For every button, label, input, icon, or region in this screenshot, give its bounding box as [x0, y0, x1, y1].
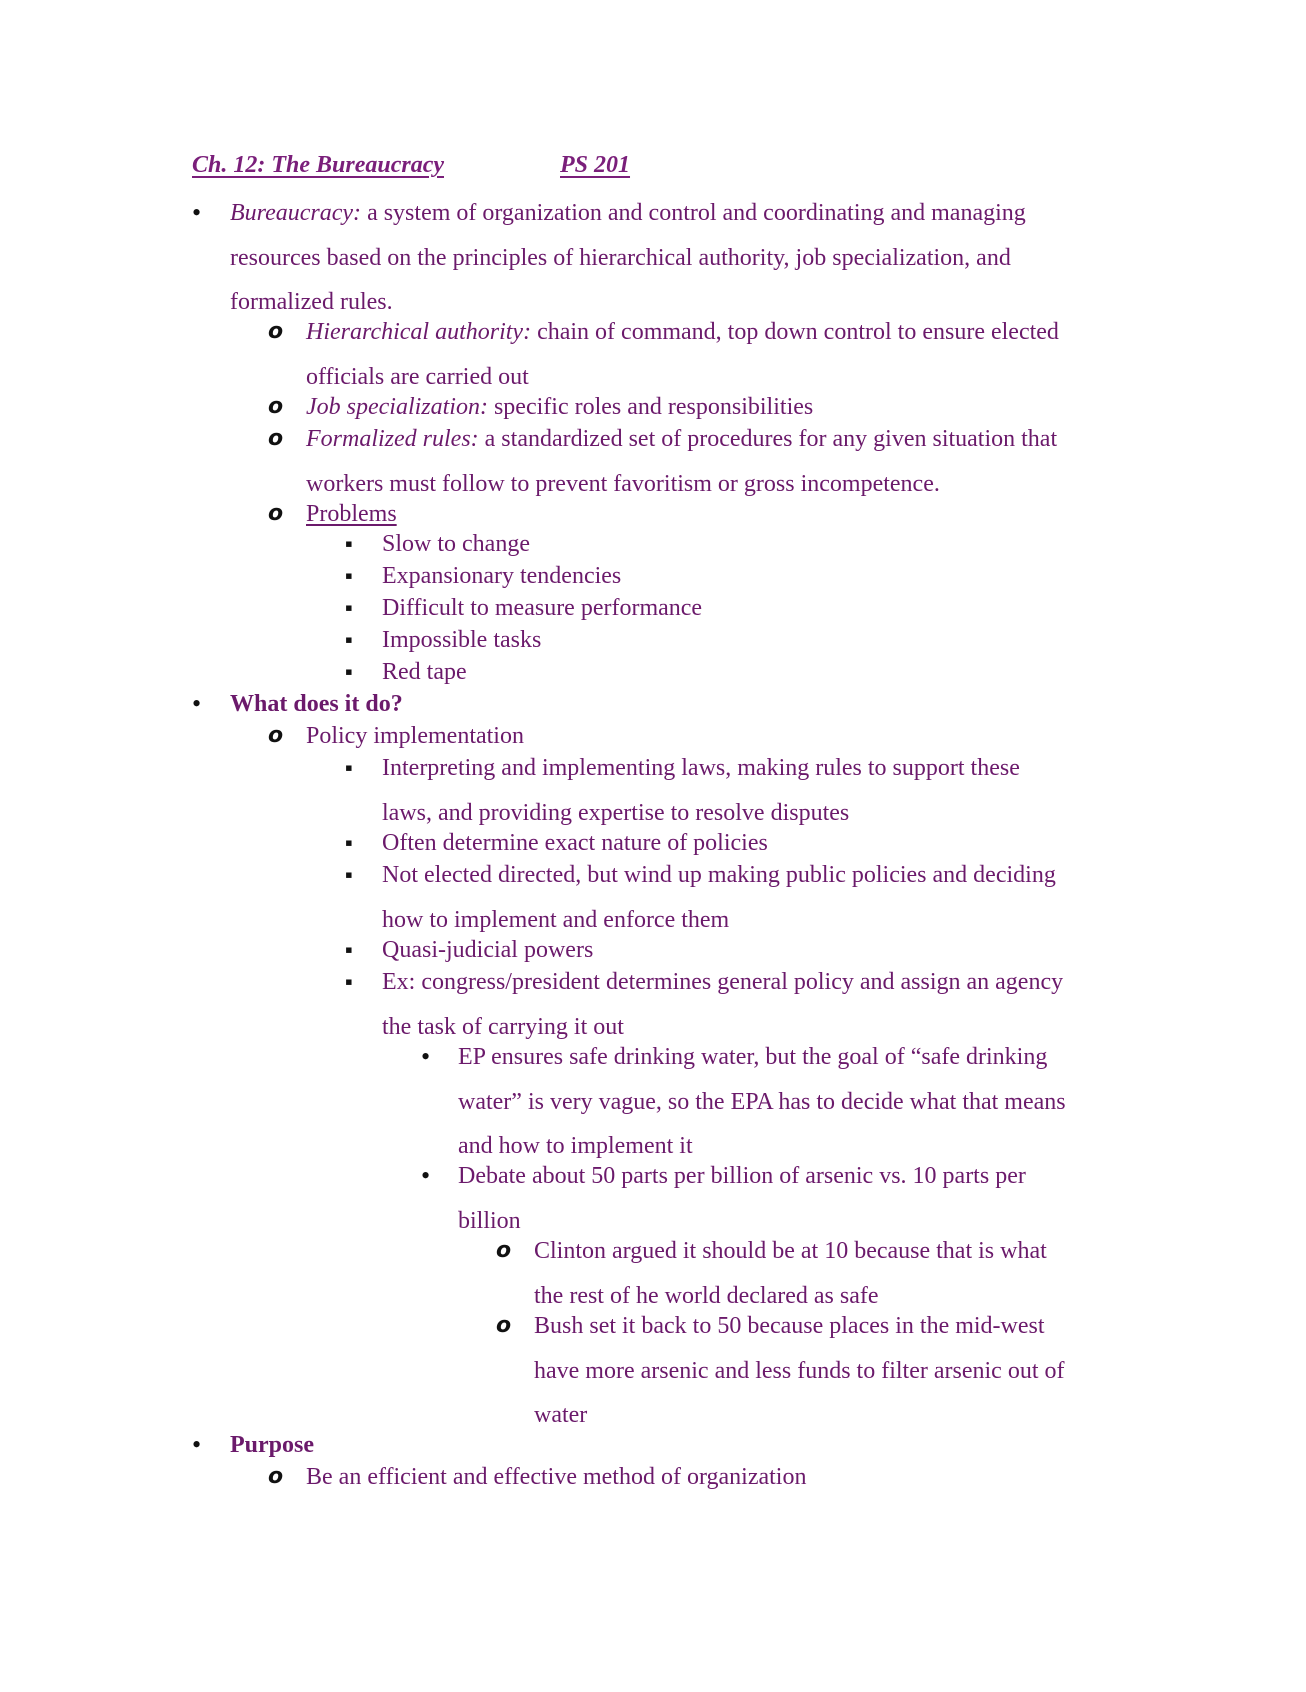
policy-item-line: laws, and providing expertise to resolve disputes [382, 800, 850, 826]
bureaucracy-definition-line-1 [230, 198, 1026, 228]
square-bullet-icon [345, 593, 353, 623]
term: Formalized rules: [306, 426, 479, 452]
policy-implementation-heading: Policy implementation [306, 723, 524, 749]
term: Hierarchical authority: [306, 319, 532, 345]
bullet-icon [421, 1161, 430, 1192]
definition: a system of organization and control and coordinating and managing [361, 200, 1026, 226]
circle-bullet-icon: o [268, 319, 284, 344]
bush-line: have more arsenic and less funds to filter arsenic out of [534, 1358, 1065, 1384]
example-line: EP ensures safe drinking water, but the goal of “safe drinking [458, 1044, 1048, 1070]
square-bullet-icon [345, 561, 353, 591]
hierarchical-authority-line-1 [306, 317, 1059, 347]
example-line: Debate about 50 parts per billion of arsenic vs. 10 parts per [458, 1163, 1026, 1189]
policy-item-line: how to implement and enforce them [382, 907, 730, 933]
example-line: water” is very vague, so the EPA has to decide what that means [458, 1089, 1066, 1115]
policy-item-line: Not elected directed, but wind up making public policies and deciding [382, 862, 1056, 888]
clinton-line: the rest of he world declared as safe [534, 1283, 879, 1309]
bureaucracy-definition-line-2: resources based on the principles of hierarchical authority, job specialization, and [230, 245, 1011, 271]
circle-bullet-icon: o [268, 394, 284, 419]
square-bullet-icon [345, 967, 353, 997]
policy-item-line: Ex: congress/president determines general policy and assign an agency [382, 969, 1064, 995]
job-specialization-line [306, 392, 813, 422]
definition: chain of command, top down control to ensure elected [531, 319, 1059, 345]
circle-bullet-icon: o [268, 426, 284, 451]
square-bullet-icon [345, 753, 353, 783]
policy-item-line: Often determine exact nature of policies [382, 830, 768, 856]
bureaucracy-definition-line-3: formalized rules. [230, 289, 393, 315]
square-bullet-icon [345, 657, 353, 687]
policy-item-line: Interpreting and implementing laws, making rules to support these [382, 755, 1020, 781]
square-bullet-icon [345, 828, 353, 858]
circle-bullet-icon: o [268, 1464, 284, 1489]
circle-bullet-icon: o [496, 1238, 512, 1263]
problem-item: Red tape [382, 659, 467, 685]
formalized-rules-line-1 [306, 424, 1057, 454]
problems-heading: Problems [306, 501, 397, 527]
bush-line: water [534, 1402, 588, 1428]
circle-bullet-icon: o [268, 723, 284, 748]
bullet-icon [192, 689, 201, 720]
example-line: billion [458, 1208, 521, 1234]
example-line: and how to implement it [458, 1133, 693, 1159]
hierarchical-authority-line-2: officials are carried out [306, 364, 529, 390]
term: Job specialization: [306, 394, 488, 420]
bush-line: Bush set it back to 50 because places in the mid-west [534, 1313, 1045, 1339]
problem-item: Expansionary tendencies [382, 563, 622, 589]
title-course: PS 201 [560, 152, 631, 178]
bullet-icon [192, 1430, 201, 1461]
problem-item: Impossible tasks [382, 627, 542, 653]
page-title [192, 152, 630, 179]
title-chapter: Ch. 12: The Bureaucracy [192, 152, 444, 178]
section-heading-purpose: Purpose [230, 1432, 314, 1458]
square-bullet-icon [345, 860, 353, 890]
problem-item: Slow to change [382, 531, 530, 557]
policy-item-line: the task of carrying it out [382, 1014, 624, 1040]
bullet-icon [421, 1042, 430, 1073]
circle-bullet-icon: o [496, 1313, 512, 1338]
definition: a standardized set of procedures for any given situation that [478, 426, 1058, 452]
formalized-rules-line-2: workers must follow to prevent favoritism or gross incompetence. [306, 471, 940, 497]
square-bullet-icon [345, 529, 353, 559]
definition: specific roles and responsibilities [487, 394, 814, 420]
square-bullet-icon [345, 625, 353, 655]
bullet-icon [192, 198, 201, 229]
clinton-line: Clinton argued it should be at 10 because that is what [534, 1238, 1047, 1264]
circle-bullet-icon: o [268, 501, 284, 526]
section-heading-what-does-it-do: What does it do? [230, 691, 403, 717]
square-bullet-icon [345, 935, 353, 965]
problem-item: Difficult to measure performance [382, 595, 703, 621]
policy-item-line: Quasi-judicial powers [382, 937, 594, 963]
purpose-item: Be an efficient and effective method of organization [306, 1464, 807, 1490]
term: Bureaucracy: [230, 200, 362, 226]
